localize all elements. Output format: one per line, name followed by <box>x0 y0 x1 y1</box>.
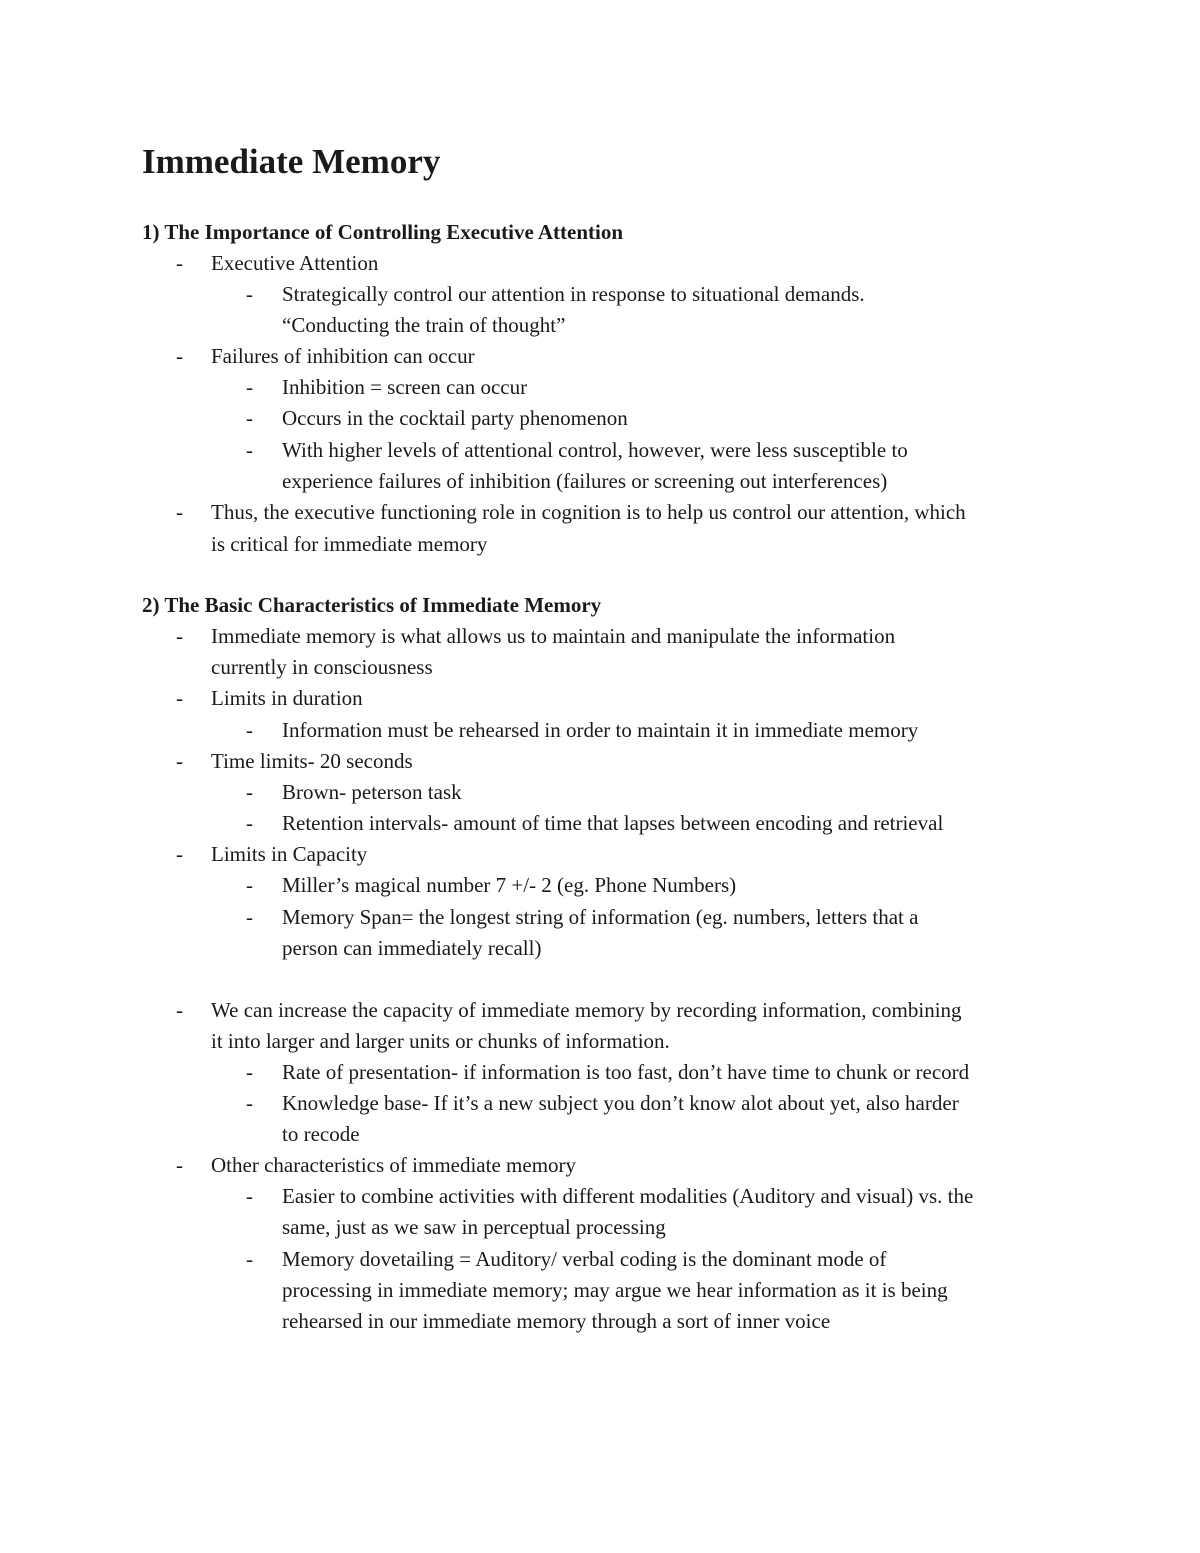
sub-list-item-continuation: processing in immediate memory; may argue we hear information as it is being <box>282 1278 948 1302</box>
list-item: Immediate memory is what allows us to maintain and manipulate the information <box>211 624 896 648</box>
bullet-dash: - <box>246 1184 253 1208</box>
bullet-dash: - <box>246 873 253 897</box>
sub-list-item: Strategically control our attention in response to situational demands. <box>282 282 865 306</box>
sub-list-item: Memory dovetailing = Auditory/ verbal coding is the dominant mode of <box>282 1247 887 1271</box>
bullet-dash: - <box>246 780 253 804</box>
sub-list-item-continuation: rehearsed in our immediate memory through a sort of inner voice <box>282 1309 831 1333</box>
bullet-dash: - <box>246 811 253 835</box>
bullet-dash: - <box>176 1153 183 1177</box>
bullet-dash: - <box>176 749 183 773</box>
sub-list-item: Inhibition = screen can occur <box>282 375 528 399</box>
list-item: Failures of inhibition can occur <box>211 344 475 368</box>
section-heading: 2) The Basic Characteristics of Immediate Memory <box>142 593 602 617</box>
bullet-dash: - <box>176 842 183 866</box>
bullet-dash: - <box>246 406 253 430</box>
list-item: Limits in Capacity <box>211 842 368 866</box>
list-item: Limits in duration <box>211 686 363 710</box>
bullet-dash: - <box>176 624 183 648</box>
sub-list-item: Brown- peterson task <box>282 780 462 804</box>
bullet-dash: - <box>246 282 253 306</box>
sub-list-item: Memory Span= the longest string of information (eg. numbers, letters that a <box>282 905 919 929</box>
sub-list-item: Miller’s magical number 7 +/- 2 (eg. Phone Numbers) <box>282 873 737 897</box>
page-title: Immediate Memory <box>142 142 441 181</box>
bullet-dash: - <box>246 438 253 462</box>
list-item: Thus, the executive functioning role in cognition is to help us control our attention, which <box>211 500 966 524</box>
section-heading: 1) The Importance of Controlling Executive Attention <box>142 220 624 244</box>
sub-list-item: Easier to combine activities with different modalities (Auditory and visual) vs. the <box>282 1184 974 1208</box>
list-item: Executive Attention <box>211 251 379 275</box>
sub-list-item: Information must be rehearsed in order to maintain it in immediate memory <box>282 718 919 742</box>
list-item-continuation: it into larger and larger units or chunks of information. <box>211 1029 670 1053</box>
sub-list-item: Knowledge base- If it’s a new subject you don’t know alot about yet, also harder <box>282 1091 959 1115</box>
list-item-continuation: currently in consciousness <box>211 655 433 679</box>
sub-list-item-continuation: “Conducting the train of thought” <box>282 313 566 337</box>
bullet-dash: - <box>246 905 253 929</box>
list-item: Other characteristics of immediate memory <box>211 1153 577 1177</box>
sub-list-item-continuation: to recode <box>282 1122 360 1146</box>
bullet-dash: - <box>176 998 183 1022</box>
sub-list-item-continuation: experience failures of inhibition (failures or screening out interferences) <box>282 469 888 493</box>
sub-list-item-continuation: person can immediately recall) <box>282 936 542 960</box>
bullet-dash: - <box>246 1247 253 1271</box>
bullet-dash: - <box>246 375 253 399</box>
bullet-dash: - <box>176 251 183 275</box>
bullet-dash: - <box>176 686 183 710</box>
sub-list-item-continuation: same, just as we saw in perceptual processing <box>282 1215 666 1239</box>
sub-list-item: Retention intervals- amount of time that lapses between encoding and retrieval <box>282 811 944 835</box>
sub-list-item: Occurs in the cocktail party phenomenon <box>282 406 628 430</box>
sub-list-item: With higher levels of attentional control, however, were less susceptible to <box>282 438 908 462</box>
bullet-dash: - <box>246 1091 253 1115</box>
list-item-continuation: is critical for immediate memory <box>211 532 488 556</box>
bullet-dash: - <box>246 718 253 742</box>
list-item: Time limits- 20 seconds <box>211 749 413 773</box>
bullet-dash: - <box>176 500 183 524</box>
list-item: We can increase the capacity of immediate memory by recording information, combining <box>211 998 962 1022</box>
sub-list-item: Rate of presentation- if information is too fast, don’t have time to chunk or record <box>282 1060 970 1084</box>
bullet-dash: - <box>246 1060 253 1084</box>
bullet-dash: - <box>176 344 183 368</box>
